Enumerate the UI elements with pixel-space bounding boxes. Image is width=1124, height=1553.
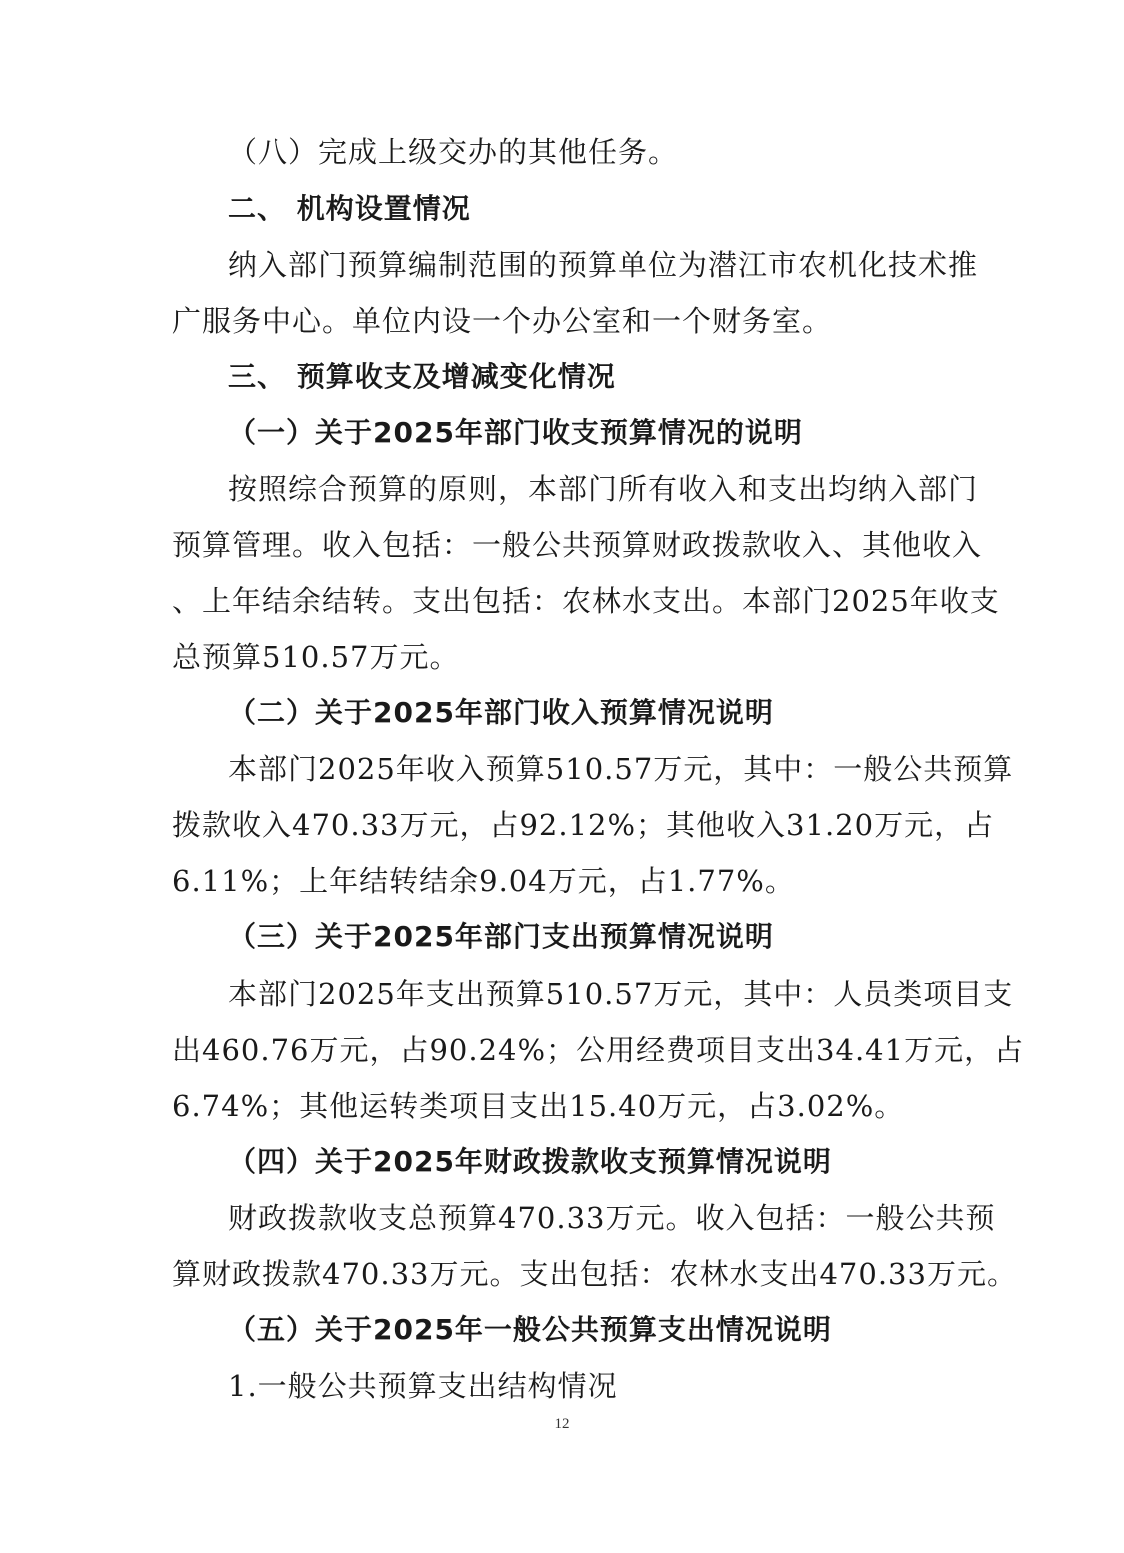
body-text-line: 出460.76万元，占90.24%；公用经费项目支出34.41万元，占 bbox=[172, 1033, 1025, 1067]
body-text-line: 本部门2025年支出预算510.57万元，其中：人员类项目支 bbox=[228, 977, 1014, 1011]
body-text-line: 1.一般公共预算支出结构情况 bbox=[228, 1369, 618, 1403]
body-text-line: 、上年结余结转。支出包括：农林水支出。本部门2025年收支 bbox=[172, 584, 1000, 618]
subsection-heading-4: （四）关于2025年财政拨款收支预算情况说明 bbox=[228, 1145, 832, 1178]
body-text-line: 拨款收入470.33万元，占92.12%；其他收入31.20万元，占 bbox=[172, 808, 995, 842]
body-text-line: 广服务中心。单位内设一个办公室和一个财务室。 bbox=[172, 304, 833, 338]
subsection-heading-1: （一）关于2025年部门收支预算情况的说明 bbox=[228, 416, 803, 449]
body-text-line: （八）完成上级交办的其他任务。 bbox=[228, 135, 679, 169]
section-heading-institution: 二、 机构设置情况 bbox=[228, 192, 471, 225]
subsection-heading-2: （二）关于2025年部门收入预算情况说明 bbox=[228, 696, 774, 729]
body-text-line: 本部门2025年收入预算510.57万元，其中：一般公共预算 bbox=[228, 752, 1014, 786]
body-text-line: 总预算510.57万元。 bbox=[172, 640, 460, 674]
body-text-line: 按照综合预算的原则，本部门所有收入和支出均纳入部门 bbox=[228, 472, 979, 506]
subsection-heading-3: （三）关于2025年部门支出预算情况说明 bbox=[228, 920, 774, 953]
body-text-line: 算财政拨款470.33万元。支出包括：农林水支出470.33万元。 bbox=[172, 1257, 1017, 1291]
section-heading-budget: 三、 预算收支及增减变化情况 bbox=[228, 360, 616, 393]
page-number: 12 bbox=[554, 1416, 570, 1432]
body-text-line: 6.74%；其他运转类项目支出15.40万元，占3.02%。 bbox=[172, 1089, 905, 1123]
body-text-line: 预算管理。收入包括：一般公共预算财政拨款收入、其他收入 bbox=[172, 528, 983, 562]
body-text-line: 纳入部门预算编制范围的预算单位为潜江市农机化技术推 bbox=[228, 248, 979, 282]
subsection-heading-5: （五）关于2025年一般公共预算支出情况说明 bbox=[228, 1313, 832, 1346]
body-text-line: 财政拨款收支总预算470.33万元。收入包括：一般公共预 bbox=[228, 1201, 996, 1235]
body-text-line: 6.11%；上年结转结余9.04万元，占1.77%。 bbox=[172, 864, 795, 898]
